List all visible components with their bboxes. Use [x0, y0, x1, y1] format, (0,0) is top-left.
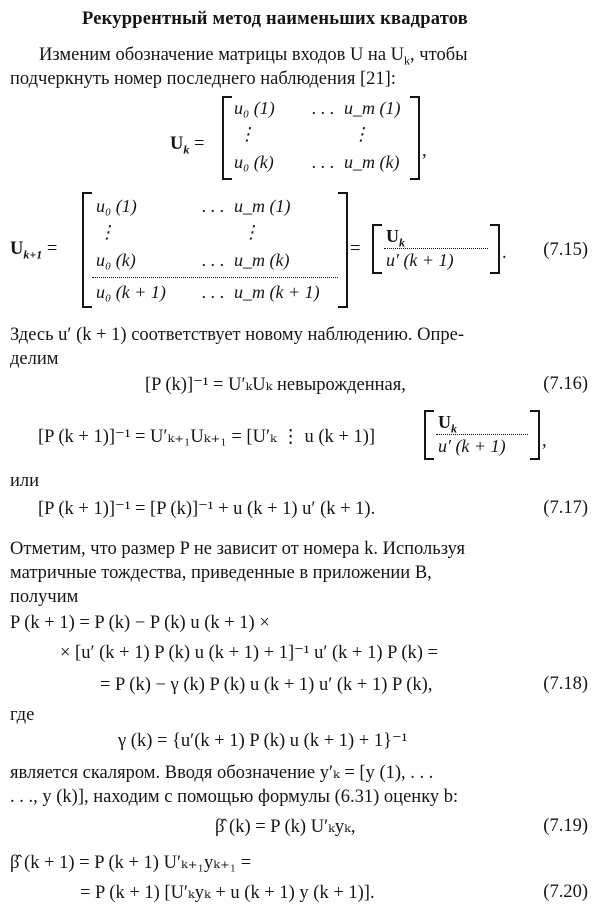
- matrix-uk: [222, 96, 420, 180]
- matrix-cell: . . .: [202, 282, 225, 302]
- paragraph-line: делим: [10, 349, 59, 369]
- paragraph-line: Здесь u′ (k + 1) соответствует новому наблюдению. Опре-: [10, 325, 465, 345]
- equation-718-line: = P (k) − γ (k) P (k) u (k + 1) u′ (k + 1) P (k),: [100, 675, 433, 695]
- matrix-cell: ⋮: [352, 124, 370, 144]
- equation-number: (7.19): [543, 816, 588, 836]
- equals-sign: =: [350, 239, 361, 259]
- equation-720-line: β̂ (k + 1) = P (k + 1) U′ₖ₊₁yₖ₊₁ =: [10, 853, 252, 873]
- equation-number: (7.18): [543, 674, 588, 694]
- matrix-uk1: [82, 192, 348, 308]
- partition-line: [92, 277, 338, 278]
- equals-sign: =: [189, 134, 205, 154]
- paragraph-line: является скаляром. Вводя обозначение y′ₖ = [y (1), . . .: [10, 763, 434, 783]
- paragraph-line: получим: [10, 587, 79, 607]
- paragraph-line: матричные тождества, приведенные в приложении В,: [10, 563, 432, 583]
- matrix-cell: . . .: [312, 152, 335, 172]
- punctuation: .: [502, 243, 507, 263]
- equation-717: [P (k + 1)]⁻¹ = [P (k)]⁻¹ + u (k + 1) u′ (k + 1).: [38, 499, 376, 519]
- matrix-cell: u₀ (1): [96, 196, 137, 216]
- matrix-cell: $U_k$: [386, 226, 405, 250]
- paragraph-line: где: [10, 705, 35, 725]
- matrix-cell: ⋮: [98, 222, 116, 242]
- matrix-symbol: U: [10, 239, 24, 259]
- matrix-cell: . . .: [202, 250, 225, 270]
- paragraph-line: . . ., y (k)], находим с помощью формулы (6.31) оценку b:: [10, 787, 459, 807]
- text-span: , чтобы: [410, 45, 468, 65]
- paragraph-line: [39, 44, 468, 66]
- matrix-cell: u₀ (1): [234, 98, 275, 118]
- matrix-cell: u_m (k): [234, 250, 290, 270]
- paragraph-line: Отметим, что размер P не зависит от номера k. Используя: [10, 539, 465, 559]
- equation-lhs: [170, 133, 204, 155]
- matrix-cell: u′ (k + 1): [438, 436, 506, 456]
- paragraph-line: или: [10, 471, 40, 491]
- subscript: k: [183, 142, 190, 157]
- matrix-cell: u_m (1): [234, 196, 291, 216]
- equation-718-line: × [u′ (k + 1) P (k) u (k + 1) + 1]⁻¹ u′ (k + 1) P (k) =: [60, 643, 439, 663]
- punctuation: ,: [542, 431, 547, 451]
- paragraph-line: подчеркнуть номер последнего наблюдения [21]:: [10, 69, 396, 89]
- block-matrix: [372, 224, 500, 274]
- section-heading: Рекуррентный метод наименьших квадратов: [82, 9, 468, 29]
- matrix-cell: ⋮: [242, 222, 260, 242]
- matrix-cell: u₀ (k): [96, 250, 136, 270]
- matrix-cell: $U_k$: [438, 412, 457, 436]
- matrix-cell: u₀ (k + 1): [96, 282, 166, 302]
- matrix-cell: u_m (1): [344, 98, 401, 118]
- punctuation: ,: [422, 141, 427, 161]
- equation-718-line: P (k + 1) = P (k) − P (k) u (k + 1) ×: [10, 613, 270, 633]
- equation-720-line: = P (k + 1) [U′ₖyₖ + u (k + 1) y (k + 1)].: [80, 883, 375, 903]
- matrix-cell: u′ (k + 1): [386, 250, 454, 270]
- block-matrix: [424, 410, 540, 460]
- matrix-cell: . . .: [202, 196, 225, 216]
- equation-719: β̂ (k) = P (k) U′ₖyₖ,: [215, 817, 356, 837]
- subscript: k: [404, 53, 411, 68]
- equation-716b: [P (k + 1)]⁻¹ = U′ₖ₊₁Uₖ₊₁ = [U′ₖ ⋮ u (k + 1)]: [38, 427, 376, 447]
- matrix-cell: u_m (k + 1): [234, 282, 320, 302]
- text-span: Изменим обозначение матрицы входов U на U: [39, 45, 405, 65]
- matrix-cell: . . .: [312, 98, 335, 118]
- equation-number: (7.20): [543, 882, 588, 902]
- equation-gamma: γ (k) = {u′(k + 1) P (k) u (k + 1) + 1}⁻¹: [118, 731, 408, 751]
- equation-716: [P (k)]⁻¹ = U′ₖUₖ невырожденная,: [145, 375, 406, 395]
- subscript: k+1: [23, 247, 43, 262]
- partition-line: [436, 434, 528, 435]
- partition-line: [384, 248, 488, 249]
- equals-sign: =: [42, 239, 58, 259]
- matrix-symbol: U: [170, 134, 184, 154]
- matrix-cell: u_m (k): [344, 152, 400, 172]
- equation-number: (7.16): [543, 374, 588, 394]
- matrix-cell: u₀ (k): [234, 152, 274, 172]
- equation-number: (7.15): [543, 240, 588, 260]
- equation-number: (7.17): [543, 498, 588, 518]
- matrix-cell: ⋮: [238, 124, 256, 144]
- equation-lhs: [10, 238, 57, 260]
